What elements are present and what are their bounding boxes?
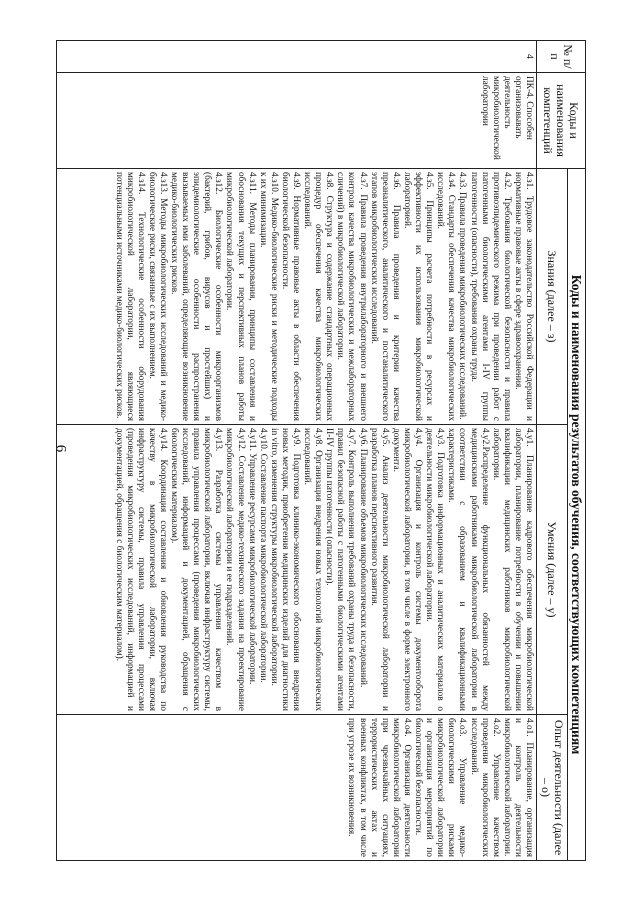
list-item: 4.у6. Планирование объемов микробиологических исследований. — [357, 428, 368, 688]
list-item: 4.у8. Организация внедрения новых технологий микробиологических исследований. — [302, 428, 324, 711]
list-item: 4.о4. Организация деятельности микробиологической лаборатории при чрезвычайных ситуациях, террористических актах и военных конфликтах, в том числе при угрозе их возникновения. — [346, 718, 412, 858]
list-item: 4.з11. Методы планирования, принципы составления и обоснования текущих и перспективных планов работы микробиологической лаборатории. — [224, 172, 257, 421]
list-item: 4.з5. Принципы расчета потребности в ресурсах и эффективности их использования микробиологической лабораторией. — [401, 172, 435, 421]
list-item: 4.з14. Технологические особенности оборудования микробиологической лаборатории, являющиеся потенциальными источниками медико-биологических рисков. — [113, 172, 146, 421]
list-item: 4.о1. Планирование, организация и контроль деятельности микробиологической лаборатории. — [501, 718, 534, 858]
table-row — [57, 41, 537, 861]
list-item: 4.у9. Подготовка клинико-экономического обоснования внедрения новых методик, приобретения медицинских изделий для диагностики in vitro, изменения структуры микробиологической лаборатории. — [268, 428, 302, 711]
list-item: 4.з10. Медико-биологические риски и методические подходы к их минимизации. — [257, 172, 279, 421]
header-codes: Коды и наименования компетенций — [537, 73, 586, 169]
list-item: 4.з1. Трудовое законодательство Российской Федерации и нормативные правовые акты в сфере здравоохранения. — [512, 172, 534, 421]
header-num: № п/п — [537, 41, 586, 73]
list-item: 4.у14. Координация составления и обновления руководства по качеству в микробиологической лаборатории, включая инфраструктуру системы, правила управления процессами (проведения микробиологических исследований, информацией и документацией, обращения с биологическим материалом). — [113, 428, 168, 711]
list-item: 4.з12. Биологические особенности микроорганизмов (бактерий, грибов, вирусов и простейших) и эпидемиологические особенности распространения вызываемых ими заболеваний, определяющие возникновение медико-биологических рисков. — [169, 172, 224, 421]
header-umeniya: Умения (далее – у) — [537, 425, 568, 715]
row-znaniya — [57, 169, 537, 425]
row-competence: ПК-4. Способен организовывать деятельность микробиологической лаборатории — [57, 73, 537, 169]
list-item: 4.у3. Подготовка информационных и аналитических материалов о деятельности микробиологической лаборатории. — [424, 428, 446, 711]
list-item: 4.у2.Распределение функциональных обязанностей между медицинскими работниками микробиологической лаборатории в соответствии с образованием и квалификационными характеристиками. — [446, 428, 490, 711]
row-num: 4 — [57, 41, 537, 73]
list-item: 4.з6. Правила проведения и критерии качества преаналитического, аналитического и постаналитического этапов микробиологических исследований. — [368, 172, 401, 421]
header-opyt: Опыт деятельности (далее – о) — [537, 715, 568, 861]
header-group: Коды и наименования результатов обучения, соответствующих компетенциям — [568, 169, 586, 861]
list-item: 4.о2. Управление качеством проведения микробиологических исследований. — [468, 718, 501, 858]
list-item: 4.з2. Требования биологической безопасности и правила противоэпидемического режима при проведении работ с патогенными биологическими агентами I-IV группы патогенности (опасности), требования охраны труда. — [468, 172, 512, 421]
header-znaniya: Знания (далее – з) — [537, 169, 568, 425]
list-item: 4.у4. Организация и контроль системы документооборота микробиологической лаборатории, в том числе в форме электронного документа. — [390, 428, 424, 711]
list-item: 4.у13. Разработка системы управления качеством в микробиологической лаборатории, включая инфраструктуру системы, правила управления процессами (проведения микробиологических исследований, информацией и документацией, обращения с биологическим материалом). — [169, 428, 224, 711]
list-item: 4.у11. Управление ресурсами микробиологической лаборатории. — [246, 428, 257, 685]
row-umeniya — [57, 425, 537, 715]
list-item: 4.з8. Структура и содержание стандартных операционных процедур обеспечения качества микробиологических исследований. — [302, 172, 335, 421]
list-item: 4.у12. Составление медико-технического задания на проектирование микробиологической лаборатории и ее подразделений. — [224, 428, 246, 711]
list-item: 4.у7. Контроль выполнения требований охраны труда и безопасности, правил безопасной работы с патогенными биологическими агентами II-IV группы патогенности (опасности). — [324, 428, 357, 711]
list-item: 4.з7. Правила проведения внутрилабораторного и внешнего контроля качества микробиологических и межлабораторных сличений) в микробиологической лаборатории. — [335, 172, 368, 421]
row-opyt — [57, 715, 537, 861]
list-item: 4.з13. Методы микробиологических исследований и медико-биологические риски, связанные с их выполнением. — [146, 172, 168, 421]
list-item: 4.у5. Анализ деятельности микробиологической лаборатории и разработка планов перспективного развития. — [368, 428, 390, 711]
page-number: 6 — [52, 444, 69, 453]
rotated-page — [46, 40, 586, 860]
list-item: 4.з9. Нормативные правовые акты в области обеспечения биологической безопасности. — [279, 172, 302, 421]
list-item: 4.у10. Составление паспорта микробиологической лаборатории. — [257, 428, 268, 683]
competence-table — [56, 40, 586, 861]
list-item: 4.з4. Стандарты обеспечения качества микробиологических исследований. — [435, 172, 457, 421]
list-item: 4.у1. Планирование кадрового обеспечения микробиологической лаборатории, планирование потребности в обучении и повышении квалификации медицинских работников микробиологической лаборатории. — [490, 428, 534, 711]
header-row-1 — [568, 41, 586, 861]
list-item: 4.з3. Правила проведения микробиологических исследований. — [457, 172, 468, 420]
list-item: 4.о3. Управление медико-биологическими рисками микробиологической лаборатории и организация мероприятий по биологической безопасности. — [413, 718, 468, 858]
